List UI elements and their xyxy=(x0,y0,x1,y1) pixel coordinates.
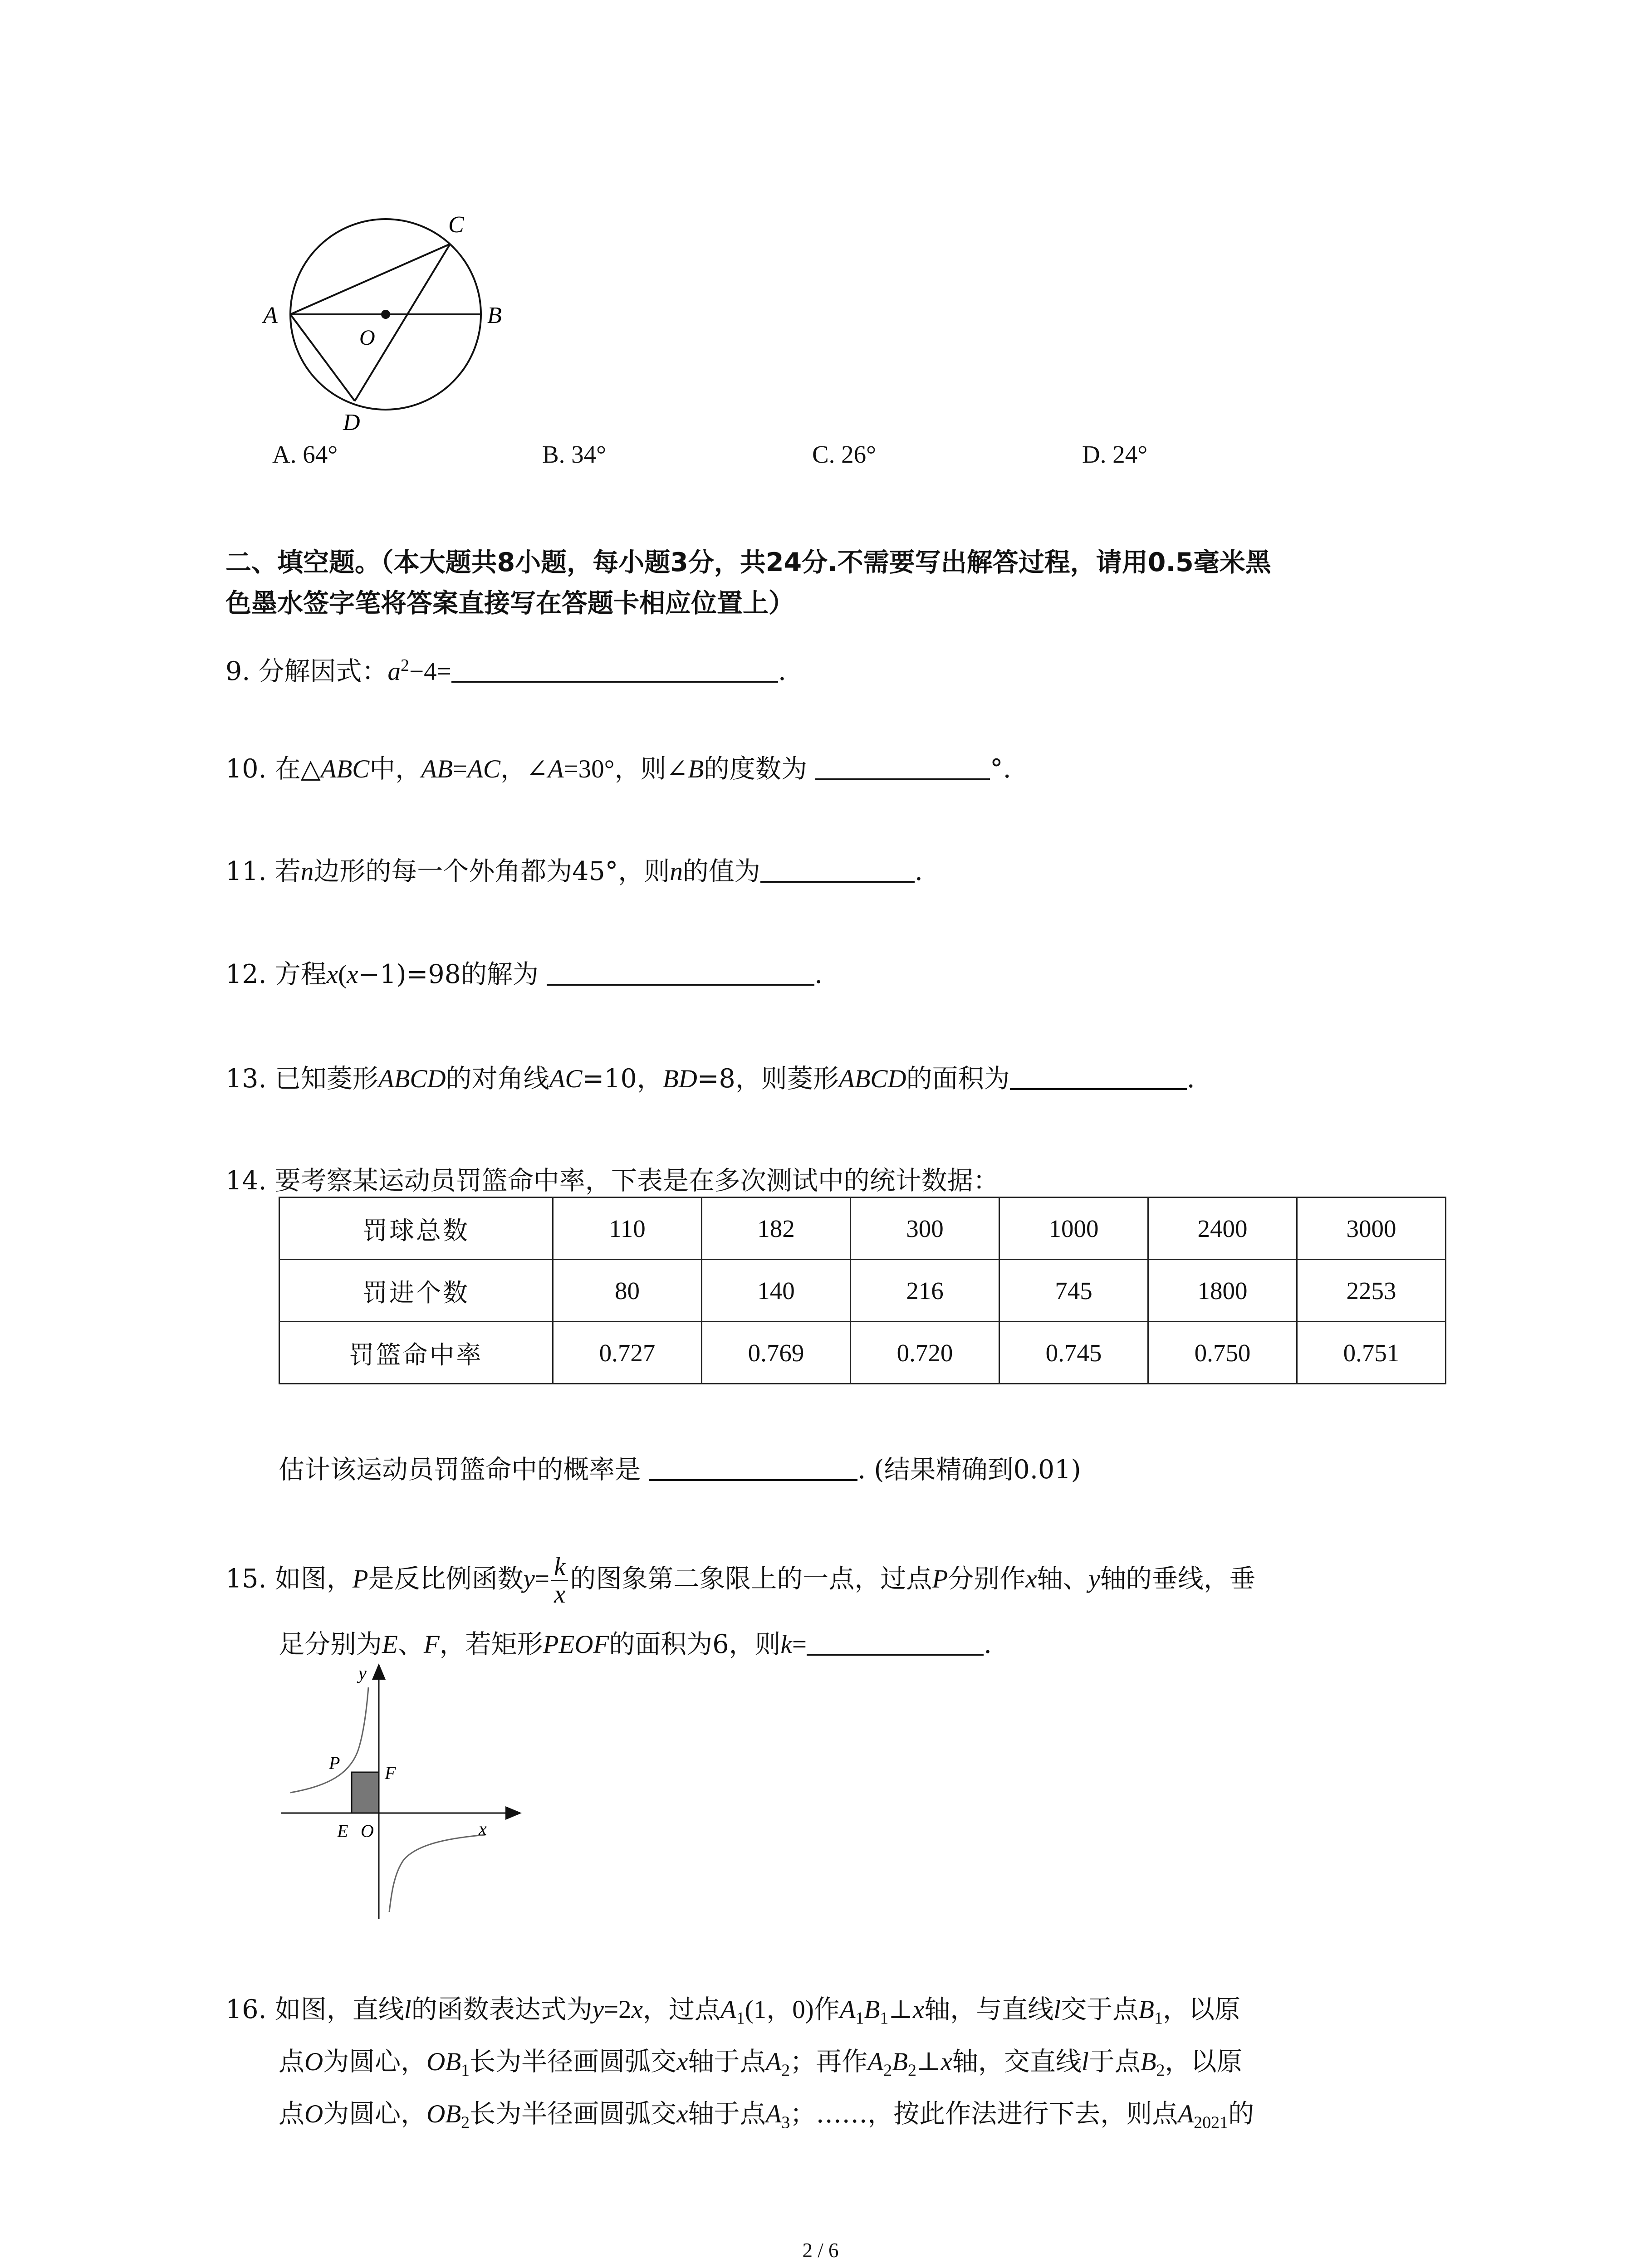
q10-text-b: 中， xyxy=(369,754,421,784)
q13-end: . xyxy=(1186,1064,1195,1094)
q16-l3: l xyxy=(1081,2048,1089,2076)
q15-line2-d: 的面积为6，则 xyxy=(609,1629,781,1659)
question-15-line1 xyxy=(225,1554,1255,1608)
q13-text-e: 的面积为 xyxy=(906,1064,1010,1094)
table-cell: 1000 xyxy=(999,1198,1148,1260)
q15-text-c: 的图象第二象限上的一点，过点 xyxy=(570,1564,932,1594)
q15-hyperbola-figure xyxy=(272,1660,526,1923)
q15-x: x xyxy=(1025,1564,1037,1593)
q16-l3-f: 的 xyxy=(1228,2099,1254,2129)
q14-intro: 要考察某运动员罚篮命中率，下表是在多次测试中的统计数据： xyxy=(274,1166,999,1196)
table-cell: 80 xyxy=(553,1260,702,1322)
q13-answer-blank[interactable] xyxy=(1010,1066,1187,1090)
q16-ob2: OB xyxy=(426,2100,461,2128)
q8-option-b[interactable]: B. 34° xyxy=(542,440,607,468)
q15-text-d: 分别作 xyxy=(948,1564,1026,1594)
section2-heading-line2: 色墨水签字笔将答案直接写在答题卡相应位置上） xyxy=(225,588,794,618)
table-cell: 300 xyxy=(851,1198,999,1260)
q14-after-b: . (结果精确到0.01) xyxy=(857,1455,1081,1485)
q16-b1a: B xyxy=(864,1995,880,2024)
q16-l3-c: 长为半径画圆弧交 xyxy=(470,2099,677,2129)
q16-b1a-sub: 1 xyxy=(880,2009,889,2028)
chord-ac xyxy=(290,244,450,314)
q12-text-a: 方程 xyxy=(274,959,327,989)
fig-label-x: x xyxy=(479,1818,487,1839)
q16-b2a: B xyxy=(892,2048,908,2076)
label-b: B xyxy=(487,303,502,328)
q12-p2: −1)=98的解为 xyxy=(358,959,539,989)
q11-answer-blank[interactable] xyxy=(760,858,915,883)
q16-l1-g: 轴，与直线 xyxy=(924,1994,1054,2024)
q15-frac-den: x xyxy=(554,1580,566,1608)
q16-l1-a: 如图，直线 xyxy=(274,1994,404,2024)
table-cell: 0.720 xyxy=(851,1322,999,1384)
q15-text-b: 是反比例函数 xyxy=(368,1564,524,1594)
label-o: O xyxy=(359,326,375,350)
table-cell: 2400 xyxy=(1148,1198,1297,1260)
table-row xyxy=(279,1322,1446,1384)
table-cell: 3000 xyxy=(1297,1198,1446,1260)
q16-l2-c: 长为半径画圆弧交 xyxy=(470,2047,677,2077)
table-row xyxy=(279,1260,1446,1322)
q11-text-b: 边形的每一个外角都为45°，则 xyxy=(314,856,670,886)
table-cell: 110 xyxy=(553,1198,702,1260)
table-cell: 2253 xyxy=(1297,1260,1446,1322)
table-cell: 0.751 xyxy=(1297,1322,1446,1384)
center-dot xyxy=(381,310,390,319)
q9-expr-base: a xyxy=(387,657,401,686)
q16-l2: l xyxy=(1053,1995,1061,2024)
q12-answer-blank[interactable] xyxy=(547,961,814,986)
table-cell: 182 xyxy=(702,1198,851,1260)
q10-text-c: ，∠ xyxy=(500,754,548,784)
q9-expr-rest: −4= xyxy=(409,657,451,686)
page-number: 2 / 6 xyxy=(802,2239,839,2262)
q15-frac-num: k xyxy=(551,1554,568,1581)
q15-eq: = xyxy=(534,1564,550,1593)
q11-n2: n xyxy=(670,857,683,886)
question-16-line3 xyxy=(279,2098,1254,2138)
q16-o1: O xyxy=(304,2048,323,2076)
fig-label-y: y xyxy=(358,1663,367,1683)
q15-p2: P xyxy=(932,1564,948,1593)
q15-y: y xyxy=(523,1564,535,1593)
q16-l2-h: 于点 xyxy=(1088,2047,1141,2077)
q16-x3: x xyxy=(676,2048,688,2076)
q13-text-c: =10， xyxy=(582,1064,663,1094)
q10-text-e: 的度数为 xyxy=(704,754,808,784)
q16-ob2-sub: 2 xyxy=(461,2113,470,2132)
row-header: 罚球总数 xyxy=(279,1198,553,1260)
row-header: 罚进个数 xyxy=(279,1260,553,1322)
q16-x4: x xyxy=(941,2048,952,2076)
q16-x: x xyxy=(631,1995,643,2024)
question-10 xyxy=(225,753,1011,785)
question-11 xyxy=(225,855,923,888)
q10-a: A xyxy=(548,755,564,783)
q16-b2: B xyxy=(1140,2048,1156,2076)
q16-o2: O xyxy=(304,2100,323,2128)
q11-end: . xyxy=(914,856,923,886)
table-cell: 0.745 xyxy=(999,1322,1148,1384)
q16-l2-i: ，以原 xyxy=(1165,2047,1243,2077)
q9-expr-sup: 2 xyxy=(401,656,410,675)
q12-p1: ( xyxy=(338,960,347,989)
q15-line2-c: ，若矩形 xyxy=(439,1629,543,1659)
q16-l3-a: 点 xyxy=(279,2099,304,2129)
q14-after-a: 估计该运动员罚篮命中的概率是 xyxy=(279,1455,641,1485)
q9-text: 分解因式： xyxy=(258,656,388,686)
fig-label-o: O xyxy=(361,1821,374,1841)
q16-a2-sub: 2 xyxy=(781,2061,790,2080)
q15-line2-a: 足分别为 xyxy=(279,1629,382,1659)
q12-number: 12. xyxy=(225,959,267,989)
q10-abc: ABC xyxy=(320,755,370,783)
fig-label-e: E xyxy=(337,1821,348,1841)
q16-b1: B xyxy=(1138,1995,1154,2024)
q15-line2-e: = xyxy=(792,1630,807,1659)
q10-ab: AB xyxy=(421,755,453,783)
hyperbola-branch-q4 xyxy=(389,1835,485,1912)
q16-a1: A xyxy=(720,1995,736,2024)
q12-x2: x xyxy=(347,960,358,989)
q16-l1-i: ，以原 xyxy=(1162,1994,1240,2024)
q16-l1-d: ，过点 xyxy=(642,1994,720,2024)
q16-l2-b: 为圆心， xyxy=(323,2047,427,2077)
q15-k: k xyxy=(780,1630,792,1659)
q16-l: l xyxy=(404,1995,411,2024)
q16-a3-sub: 3 xyxy=(781,2113,790,2132)
rectangle-peof xyxy=(352,1772,379,1813)
q11-n1: n xyxy=(300,857,314,886)
q15-e: E xyxy=(382,1630,398,1659)
table-row xyxy=(279,1198,1446,1260)
q16-l2-a: 点 xyxy=(279,2047,304,2077)
q15-text-e: 轴、 xyxy=(1037,1564,1089,1594)
q16-a1b-sub: 1 xyxy=(855,2009,864,2028)
q9-end: . xyxy=(778,656,786,686)
q16-b1-sub: 1 xyxy=(1154,2009,1163,2028)
q14-estimate-line xyxy=(279,1454,1081,1486)
table-cell: 0.769 xyxy=(702,1322,851,1384)
q10-b: B xyxy=(688,755,704,783)
q16-ob1: OB xyxy=(426,2048,461,2076)
q16-a2: A xyxy=(765,2048,782,2076)
q11-number: 11. xyxy=(225,856,267,886)
q9-number: 9. xyxy=(225,656,250,686)
label-a: A xyxy=(263,303,278,328)
q15-p: P xyxy=(352,1564,368,1593)
q15-f: F xyxy=(423,1630,440,1659)
q16-l2-e: ；再作 xyxy=(790,2047,868,2077)
q16-x5: x xyxy=(676,2100,688,2128)
q16-b2a-sub: 2 xyxy=(907,2061,916,2080)
q16-l1-f: ⊥ xyxy=(888,1994,913,2024)
fig-label-p: P xyxy=(329,1753,340,1773)
label-d: D xyxy=(343,410,360,435)
q9-answer-blank[interactable] xyxy=(451,658,778,683)
q16-l2-d: 轴于点 xyxy=(688,2047,766,2077)
q16-l2-f: ⊥ xyxy=(916,2047,941,2077)
q8-option-d[interactable]: D. 24° xyxy=(1082,440,1148,468)
q10-number: 10. xyxy=(225,754,267,784)
q16-l1-e: (1，0)作 xyxy=(745,1995,840,2024)
label-c: C xyxy=(448,212,464,238)
table-cell: 0.750 xyxy=(1148,1322,1297,1384)
q16-y: y xyxy=(592,1995,604,2024)
row-header: 罚篮命中率 xyxy=(279,1322,553,1384)
q12-end: . xyxy=(814,959,823,989)
q10-end: °. xyxy=(990,754,1011,784)
q13-number: 13. xyxy=(225,1064,267,1094)
q15-peof: PEOF xyxy=(543,1630,609,1659)
question-14 xyxy=(225,1165,999,1197)
q15-fraction xyxy=(551,1554,568,1608)
q10-text-d: =30°，则∠ xyxy=(563,755,688,783)
q12-x1: x xyxy=(326,960,338,989)
table-cell: 0.727 xyxy=(553,1322,702,1384)
q15-number: 15. xyxy=(225,1564,267,1594)
q15-y2: y xyxy=(1088,1564,1100,1593)
q8-circle-figure xyxy=(254,204,508,440)
q16-a2b: A xyxy=(867,2048,884,2076)
q16-ob1-sub: 1 xyxy=(461,2061,470,2080)
question-12 xyxy=(225,958,823,991)
q16-l1-c: =2 xyxy=(603,1995,632,2024)
q10-answer-blank[interactable] xyxy=(815,756,990,780)
q16-number: 16. xyxy=(225,1994,267,2024)
q16-l3-b: 为圆心， xyxy=(323,2099,427,2129)
q8-option-c[interactable]: C. 26° xyxy=(812,440,877,468)
q16-a3: A xyxy=(765,2100,782,2128)
q15-text-a: 如图， xyxy=(274,1564,353,1594)
q13-bd: BD xyxy=(662,1065,697,1093)
q16-l1-h: 交于点 xyxy=(1061,1994,1139,2024)
table-cell: 216 xyxy=(851,1260,999,1322)
q16-a2b-sub: 2 xyxy=(883,2061,892,2080)
q16-a2021: A xyxy=(1178,2100,1194,2128)
q16-x2: x xyxy=(912,1995,925,2024)
fig-label-f: F xyxy=(385,1763,396,1783)
q10-ac: AC xyxy=(467,755,500,783)
q15-line2-b: 、 xyxy=(397,1629,424,1659)
section2-heading-line1: 二、填空题。（本大题共8小题，每小题3分，共24分.不需要写出解答过程，请用0.5毫米黑 xyxy=(225,547,1271,577)
table-cell: 1800 xyxy=(1148,1260,1297,1322)
table-cell: 140 xyxy=(702,1260,851,1322)
q11-text-c: 的值为 xyxy=(682,856,760,886)
q16-a1-sub: 1 xyxy=(736,2009,745,2028)
q13-abcd1: ABCD xyxy=(378,1065,446,1093)
q13-text-d: =8，则菱形 xyxy=(697,1064,839,1094)
question-15-line2 xyxy=(279,1628,992,1661)
q10-text-a: 在△ xyxy=(274,754,321,784)
q13-abcd2: ABCD xyxy=(838,1065,906,1093)
q14-stats-table xyxy=(279,1197,1446,1384)
q15-answer-blank[interactable] xyxy=(807,1631,984,1656)
question-16-line1 xyxy=(225,1994,1240,2034)
q13-text-a: 已知菱形 xyxy=(274,1064,378,1094)
q16-l1-b: 的函数表达式为 xyxy=(411,1994,593,2024)
q16-l2-g: 轴，交直线 xyxy=(952,2047,1082,2077)
q16-a2021-sub: 2021 xyxy=(1194,2113,1229,2132)
q16-l3-e: ；……，按此作法进行下去，则点 xyxy=(790,2099,1178,2129)
q11-text-a: 若 xyxy=(274,856,301,886)
table-cell: 745 xyxy=(999,1260,1148,1322)
q16-a1b: A xyxy=(839,1995,856,2024)
q10-eq: = xyxy=(452,755,468,783)
question-16-line2 xyxy=(279,2046,1243,2086)
q14-answer-blank[interactable] xyxy=(649,1457,857,1481)
q14-number: 14. xyxy=(225,1166,267,1196)
q13-text-b: 的对角线 xyxy=(446,1064,549,1094)
chord-cd xyxy=(355,244,450,401)
q13-ac: AC xyxy=(549,1065,583,1093)
question-9 xyxy=(225,650,786,688)
question-13 xyxy=(225,1063,1195,1095)
q15-text-f: 轴的垂线，垂 xyxy=(1100,1564,1255,1594)
q8-option-a[interactable]: A. 64° xyxy=(272,440,338,468)
q16-l3-d: 轴于点 xyxy=(688,2099,766,2129)
q16-b2-sub: 2 xyxy=(1156,2061,1165,2080)
q15-end: . xyxy=(984,1629,992,1659)
